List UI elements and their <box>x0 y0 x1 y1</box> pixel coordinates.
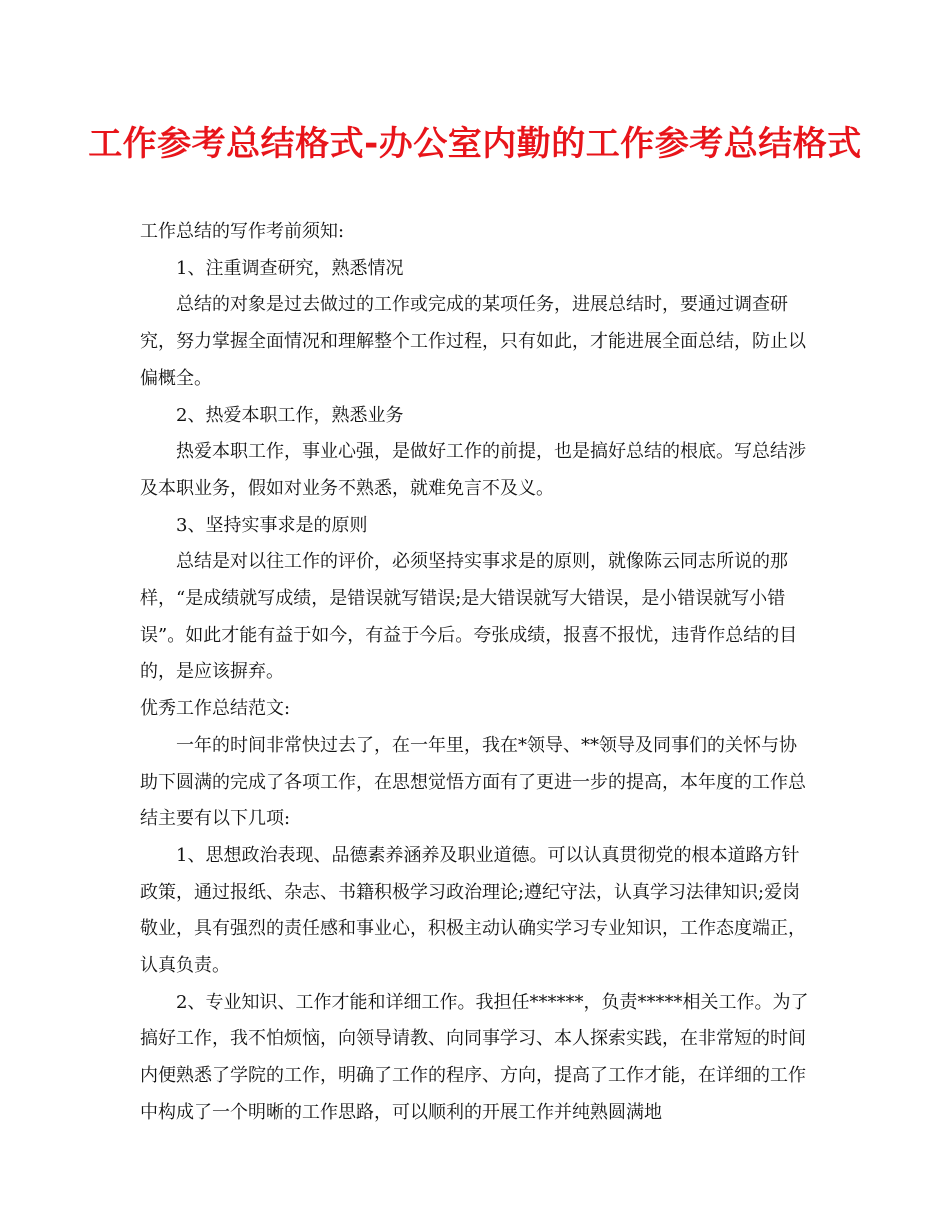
paragraph: 2、专业知识、工作才能和详细工作。我担任******，负责*****相关工作。为了搞好工作，我不怕烦恼，向领导请教、向同事学习、本人探索实践，在非常短的时间内便熟悉了学院的工作，明确了工作的程序、方向，提高了工作才能，在详细的工作中构成了一个明晰的工作思路，可以顺利的开展工作并纯熟圆满地 <box>140 991 809 1123</box>
paragraph: 3、坚持实事求是的原则 <box>176 514 368 536</box>
paragraph: 优秀工作总结范文: <box>140 698 291 720</box>
paragraph: 热爱本职工作，事业心强，是做好工作的前提，也是搞好总结的根底。写总结涉及本职业务，假如对业务不熟悉，就难免言不及义。 <box>140 441 806 499</box>
paragraph: 1、注重调查研究，熟悉情况 <box>176 257 404 279</box>
document-title: 工作参考总结格式-办公室内勤的工作参考总结格式 <box>88 124 862 164</box>
paragraph: 1、思想政治表现、品德素养涵养及职业道德。可以认真贯彻党的根本道路方针政策，通过报纸、杂志、书籍积极学习政治理论;遵纪守法，认真学习法律知识;爱岗敬业，具有强烈的责任感和事业心，积极主动认确实学习专业知识，工作态度端正，认真负责。 <box>140 844 806 977</box>
paragraph: 工作总结的写作考前须知: <box>140 221 345 242</box>
paragraph: 总结是对以往工作的评价，必须坚持实事求是的原则，就像陈云同志所说的那样，“是成绩就写成绩，是错误就写错误;是大错误就写大错误，是小错误就写小错误”。如此才能有益于如今，有益于今后。夸张成绩，报喜不报忧，违背作总结的目的，是应该摒弃。 <box>140 551 798 683</box>
document-body <box>140 214 810 1132</box>
paragraph: 2、热爱本职工作，熟悉业务 <box>176 404 404 426</box>
paragraph: 一年的时间非常快过去了，在一年里，我在*领导、**领导及同事们的关怀与协助下圆满的完成了各项工作，在思想觉悟方面有了更进一步的提高，本年度的工作总结主要有以下几项: <box>140 734 806 830</box>
paragraph: 总结的对象是过去做过的工作或完成的某项任务，进展总结时，要通过调查研究，努力掌握全面情况和理解整个工作过程，只有如此，才能进展全面总结，防止以偏概全。 <box>140 294 806 389</box>
